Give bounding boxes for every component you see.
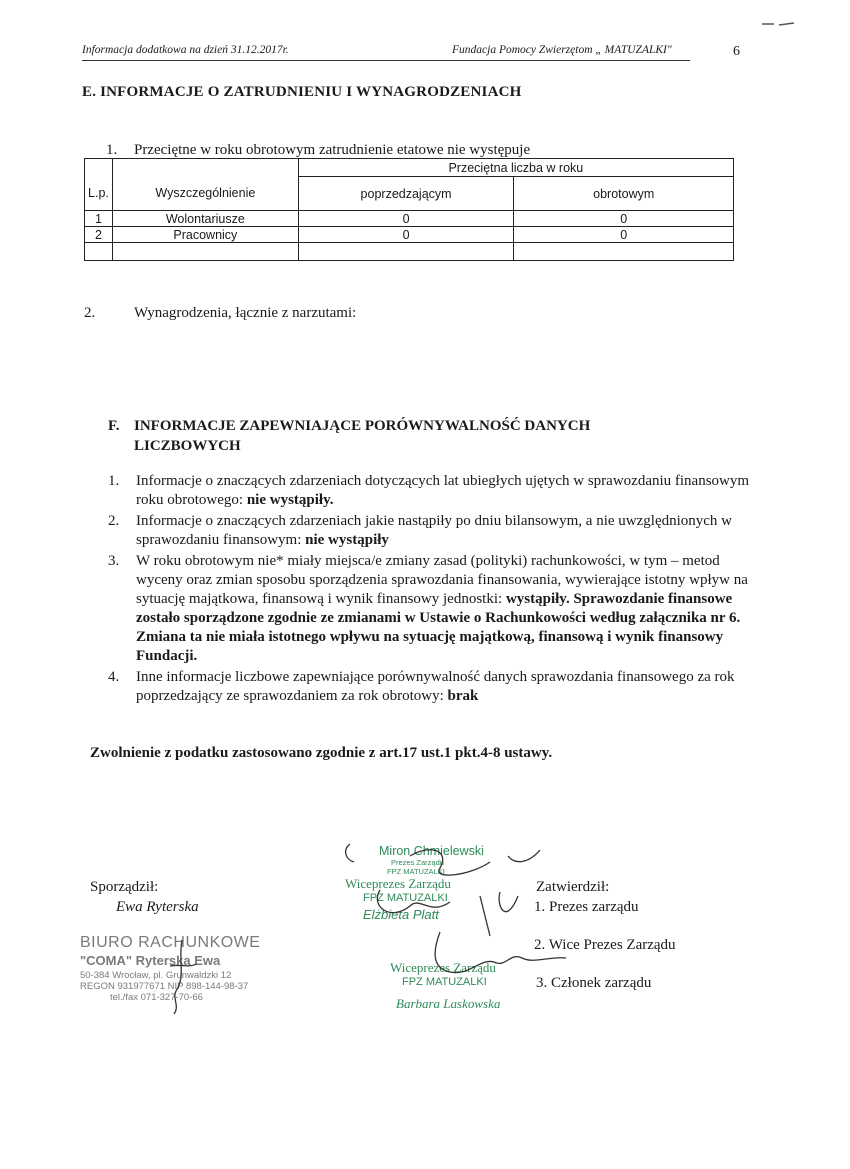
table-cell-prev: 0 — [298, 211, 514, 227]
table-header-row — [85, 177, 734, 211]
table-cell-curr: 0 — [514, 227, 734, 243]
signature-ryterska — [160, 936, 200, 1016]
header-left: Informacja dodatkowa na dzień 31.12.2017r. — [82, 44, 289, 56]
list-item — [108, 552, 768, 666]
header-center: Fundacja Pomocy Zwierzętom „ MATUZALKI" — [452, 44, 672, 56]
table-group-header-row — [85, 159, 734, 177]
list-item — [108, 472, 768, 510]
section-e-item1-text: Przeciętne w roku obrotowym zatrudnienie etatowe nie występuje — [134, 142, 531, 158]
green-stamp-2-role: Wiceprezes Zarządu — [390, 960, 496, 975]
approver-1: 1. Prezes zarządu — [534, 899, 639, 915]
scan-mark — [762, 14, 794, 20]
table-cell-empty — [112, 243, 298, 261]
table-cell-lp: 1 — [85, 211, 113, 227]
green-stamp-1-role: Wiceprezes Zarządu — [345, 876, 451, 891]
list-item-number: 4. — [108, 669, 120, 685]
green-stamp-1-person: Elżbieta Platt — [363, 907, 439, 922]
table-cell-lp: 2 — [85, 227, 113, 243]
list-item-bold: wystąpiły. Sprawozdanie finansowe zostało sporządzone zgodnie ze zmianami w Ustawie o Rachunkowości według załącznika nr 6. Zmiana ta nie miała istotnego wpływu na sytuację majątkową, finansową i wynik finansowy Fundacji. — [136, 591, 741, 664]
list-item — [108, 668, 768, 706]
list-item-text: Inne informacje liczbowe zapewniające porównywalność danych sprawozdania finansowego za rok poprzedzający ze sprawozdaniem za rok obrotowy: — [136, 669, 735, 704]
employment-table — [84, 158, 734, 261]
section-e-item1-number: 1. — [106, 142, 118, 158]
section-f-letter: F. — [108, 418, 120, 434]
green-stamp-1-role-small: Prezes Zarządu — [391, 858, 444, 867]
list-item-number: 1. — [108, 473, 120, 489]
office-stamp-line5: tel./fax 071-327-70-66 — [110, 992, 203, 1003]
table-cell-prev: 0 — [298, 227, 514, 243]
list-item-bold: brak — [447, 688, 479, 704]
table-cell-curr: 0 — [514, 211, 734, 227]
table-cell-empty — [85, 243, 113, 261]
section-e-title: E. INFORMACJE O ZATRUDNIENIU I WYNAGRODZENIACH — [82, 84, 522, 100]
list-item-text: W roku obrotowym nie* miały miejsca/e zmiany zasad (polityki) rachunkowości, w tym – metod wyceny oraz zmian sposobu sporządzenia sprawozdania finansowania, wywierające istotny wpływ na sytuację majątkowa, finansową i wynik finansowy jednostki: — [136, 553, 748, 607]
office-stamp-line3: 50-384 Wrocław, pl. Grunwaldzki 12 — [80, 970, 232, 981]
approver-2: 2. Wice Prezes Zarządu — [534, 937, 676, 953]
page-number: 6 — [733, 44, 740, 59]
list-item-number: 2. — [108, 513, 120, 529]
office-stamp-line2: "COMA" Ryterska Ewa — [80, 953, 221, 968]
header-rule — [82, 60, 690, 61]
green-stamp-2-org: FPZ MATUZALKI — [402, 976, 487, 988]
section-e-item2-text: Wynagrodzenia, łącznie z narzutami: — [134, 305, 357, 321]
table-row — [85, 227, 734, 243]
list-item-number: 3. — [108, 553, 120, 569]
list-item — [108, 512, 768, 550]
approved-label: Zatwierdził: — [536, 879, 610, 895]
office-stamp-line1: BIURO RACHUNKOWE — [80, 934, 261, 951]
office-stamp-line4: REGON 931977671 NIP 898-144-98-37 — [80, 981, 249, 992]
green-stamp-1-name: Miron Chmielewski — [379, 844, 484, 858]
table-cell-desc: Pracownicy — [112, 227, 298, 243]
green-stamp-1-org: FPZ MATUZALKI — [363, 892, 448, 904]
section-f-title-line1: INFORMACJE ZAPEWNIAJĄCE PORÓWNYWALNOŚĆ DANYCH — [134, 418, 591, 434]
table-row — [85, 211, 734, 227]
green-stamp-1-org-small: FPZ MATUZALKI — [387, 867, 445, 876]
table-cell-empty — [85, 159, 113, 177]
prepared-name: Ewa Ryterska — [116, 899, 199, 915]
scan-mark-graphic — [762, 21, 794, 27]
approver-3: 3. Członek zarządu — [536, 975, 652, 991]
table-cell-desc: Wolontariusze — [112, 211, 298, 227]
list-item-bold: nie wystąpiły. — [246, 492, 334, 508]
table-cell-empty — [514, 243, 734, 261]
table-group-header: Przeciętna liczba w roku — [298, 159, 733, 177]
green-stamp-2-person: Barbara Laskowska — [396, 996, 501, 1011]
table-header-prev: poprzedzającym — [298, 177, 514, 211]
table-header-curr: obrotowym — [514, 177, 734, 211]
section-e-item2-number: 2. — [84, 305, 96, 321]
tax-note: Zwolnienie z podatku zastosowano zgodnie z art.17 ust.1 pkt.4-8 ustawy. — [90, 745, 553, 761]
list-item-text: Informacje o znaczących zdarzeniach dotyczących lat ubiegłych ujętych w sprawozdaniu finansowym roku obrotowego: — [136, 473, 750, 508]
table-header-lp: L.p. — [85, 177, 113, 211]
list-item-text: Informacje o znaczących zdarzeniach jakie nastąpiły po dniu bilansowym, a nie uwzględnionych w sprawozdaniu finansowym: — [136, 513, 733, 548]
table-header-desc: Wyszczególnienie — [112, 177, 298, 211]
table-row-empty — [85, 243, 734, 261]
section-f-list — [108, 472, 768, 708]
section-f-title-line2: LICZBOWYCH — [134, 438, 241, 454]
prepared-label: Sporządził: — [90, 879, 159, 895]
table-cell-empty — [298, 243, 514, 261]
table-cell-empty — [112, 159, 298, 177]
list-item-bold: nie wystąpiły — [305, 532, 389, 548]
